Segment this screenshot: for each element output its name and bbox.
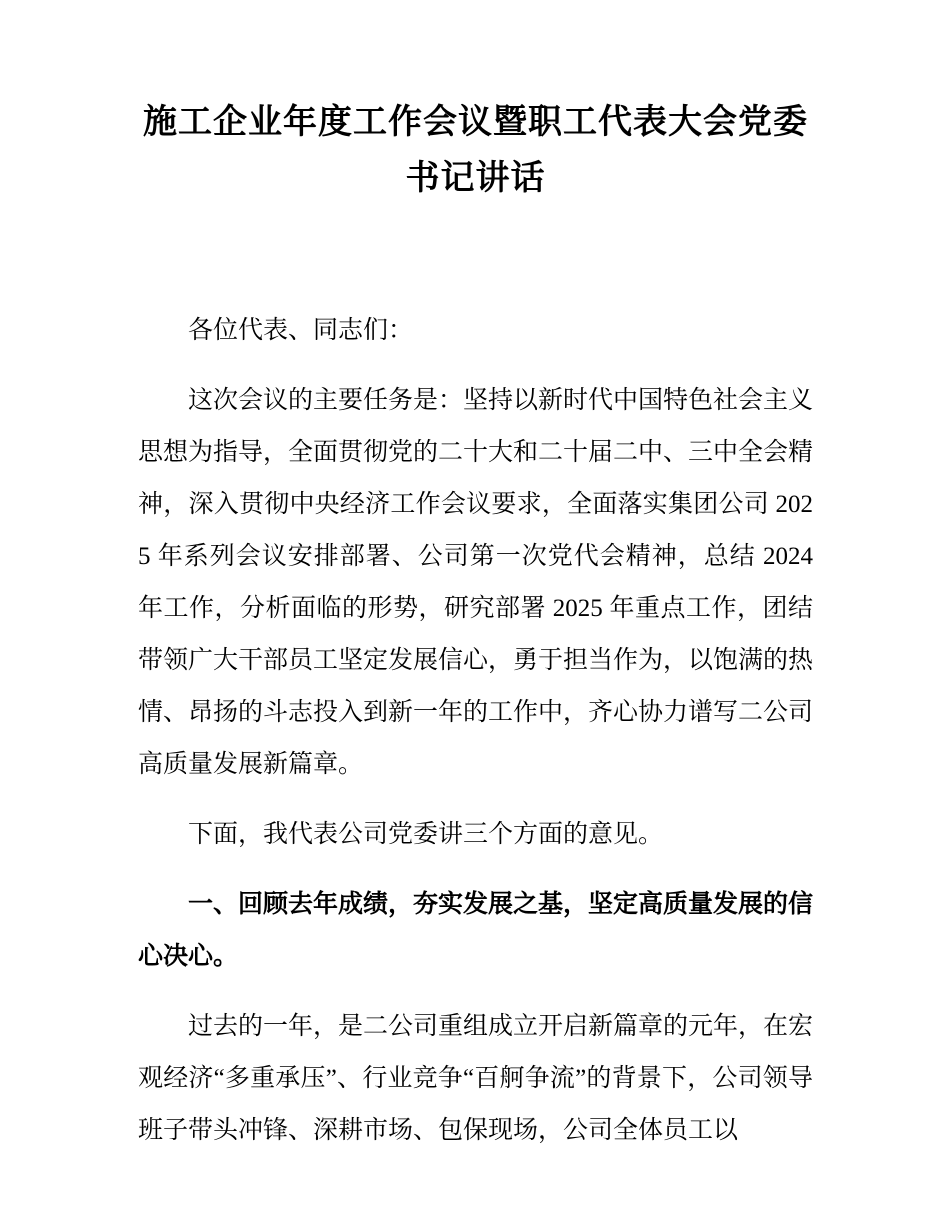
body-paragraph: 下面，我代表公司党委讲三个方面的意见。 [188,821,664,848]
body-paragraph: 这次会议的主要任务是：坚持以新时代中国特色社会主义思想为指导，全面贯彻党的二十大和二十届二中、三中全会精神，深入贯彻中央经济工作会议要求，全面落实集团公司 2025 年系列会议安排部署、公司第一次党代会精神，总结 2024 年工作，分析面临的形势，研究部署 2025 年重点工作，团结带领广大干部员工坚定发展信心，勇于担当作为，以饱满的热情、昂扬的斗志投入到新一年的工作中，齐心协力谱写二公司高质量发展新篇章。 [138,387,814,778]
body-paragraph: 过去的一年，是二公司重组成立开启新篇章的元年，在宏观经济“多重承压”、行业竞争“百舸争流”的背景下，公司领导班子带头冲锋、深耕市场、包保现场，公司全体员工以 [138,1013,814,1144]
body-paragraph: 各位代表、同志们： [188,317,414,344]
section-heading: 一、回顾去年成绩，夯实发展之基，坚定高质量发展的信心决心。 [138,891,814,970]
document-body [138,305,813,1157]
document-title: 施工企业年度工作会议暨职工代表大会党委书记讲话 [143,104,808,197]
